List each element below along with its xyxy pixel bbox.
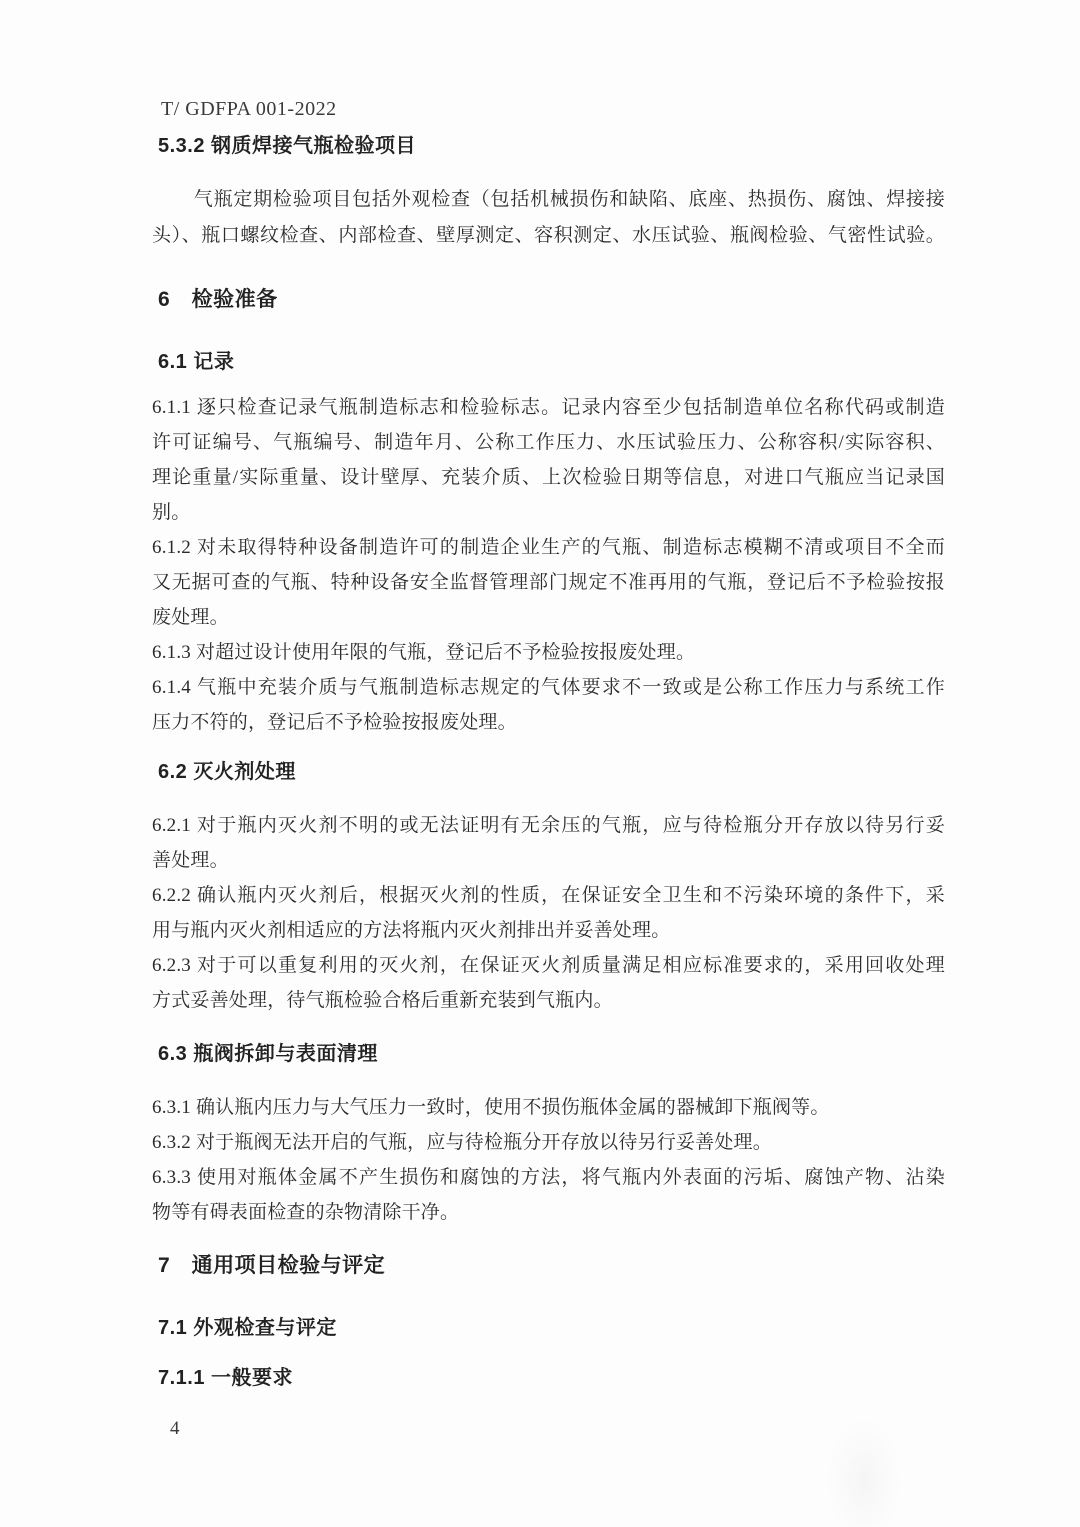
paragraph-line: 6.1.3 对超过设计使用年限的气瓶，登记后不予检验按报废处理。 (152, 642, 696, 663)
paragraph-6-3-1 (152, 1090, 945, 1125)
paragraph-line: 6.2.1 对于瓶内灭火剂不明的或无法证明有无余压的气瓶，应与待检瓶分开存放以待另行妥 (152, 815, 945, 836)
paragraph-line: 压力不符的，登记后不予检验按报废处理。 (152, 712, 517, 733)
paragraph-line: 又无据可查的气瓶、特种设备安全监督管理部门规定不准再用的气瓶，登记后不予检验按报 (152, 572, 945, 593)
paragraph-line: 6.1.2 对未取得特种设备制造许可的制造企业生产的气瓶、制造标志模糊不清或项目不全而 (152, 537, 945, 558)
section-heading-6-3: 6.3 瓶阀拆卸与表面清理 (158, 1043, 378, 1065)
paragraph-line: 6.3.3 使用对瓶体金属不产生损伤和腐蚀的方法，将气瓶内外表面的污垢、腐蚀产物、沾染 (152, 1167, 945, 1188)
section-heading-6-1: 6.1 记录 (158, 351, 235, 373)
paragraph-line: 用与瓶内灭火剂相适应的方法将瓶内灭火剂排出并妥善处理。 (152, 920, 671, 941)
paragraph-line: 别。 (152, 502, 191, 523)
paragraph-6-2-2 (152, 878, 945, 948)
paragraph-line: 6.2.2 确认瓶内灭火剂后，根据灭火剂的性质，在保证安全卫生和不污染环境的条件下，采 (152, 885, 945, 906)
paragraph-line: 物等有碍表面检查的杂物清除干净。 (152, 1202, 460, 1223)
paragraph-6-2-1 (152, 808, 945, 878)
section-heading-7: 7 通用项目检验与评定 (158, 1254, 386, 1277)
paragraph-6-1-2 (152, 530, 945, 635)
paragraph-line: 6.3.1 确认瓶内压力与大气压力一致时，使用不损伤瓶体金属的器械卸下瓶阀等。 (152, 1097, 830, 1118)
paragraph-6-1-1 (152, 390, 945, 530)
paragraph-6-1-3 (152, 635, 945, 670)
section-heading-7-1: 7.1 外观检查与评定 (158, 1317, 337, 1339)
paragraph-6-1-4 (152, 670, 945, 740)
paragraph-line: 6.1.4 气瓶中充装介质与气瓶制造标志规定的气体要求不一致或是公称工作压力与系统工作 (152, 677, 945, 698)
paragraph-5-3-2 (152, 182, 945, 254)
paragraph-line: 废处理。 (152, 607, 229, 628)
paragraph-line: 理论重量/实际重量、设计壁厚、充装介质、上次检验日期等信息，对进口气瓶应当记录国 (152, 467, 945, 488)
page-number: 4 (170, 1418, 180, 1439)
standard-code-header: T/ GDFPA 001-2022 (161, 98, 337, 120)
paragraph-line: 善处理。 (152, 850, 229, 871)
paragraph-line: 头）、瓶口螺纹检查、内部检查、壁厚测定、容积测定、水压试验、瓶阀检验、气密性试验。 (152, 225, 945, 246)
section-heading-6: 6 检验准备 (158, 288, 278, 311)
section-heading-6-2: 6.2 灭火剂处理 (158, 761, 296, 783)
section-heading-7-1-1: 7.1.1 一般要求 (158, 1367, 294, 1389)
paragraph-line: 6.2.3 对于可以重复利用的灭火剂，在保证灭火剂质量满足相应标准要求的，采用回收处理 (152, 955, 945, 976)
paragraph-line: 方式妥善处理，待气瓶检验合格后重新充装到气瓶内。 (152, 990, 613, 1011)
paragraph-line: 气瓶定期检验项目包括外观检查（包括机械损伤和缺陷、底座、热损伤、腐蚀、焊接接 (193, 189, 945, 210)
paragraph-6-3-2 (152, 1125, 945, 1160)
paragraph-line: 许可证编号、气瓶编号、制造年月、公称工作压力、水压试验压力、公称容积/实际容积、 (152, 432, 945, 453)
paragraph-6-2-3 (152, 948, 945, 1018)
paragraph-line: 6.3.2 对于瓶阀无法开启的气瓶，应与待检瓶分开存放以待另行妥善处理。 (152, 1132, 772, 1153)
paragraph-line: 6.1.1 逐只检查记录气瓶制造标志和检验标志。记录内容至少包括制造单位名称代码或制造 (152, 397, 945, 418)
section-heading-5-3-2: 5.3.2 钢质焊接气瓶检验项目 (158, 135, 417, 157)
paragraph-6-3-3 (152, 1160, 945, 1230)
